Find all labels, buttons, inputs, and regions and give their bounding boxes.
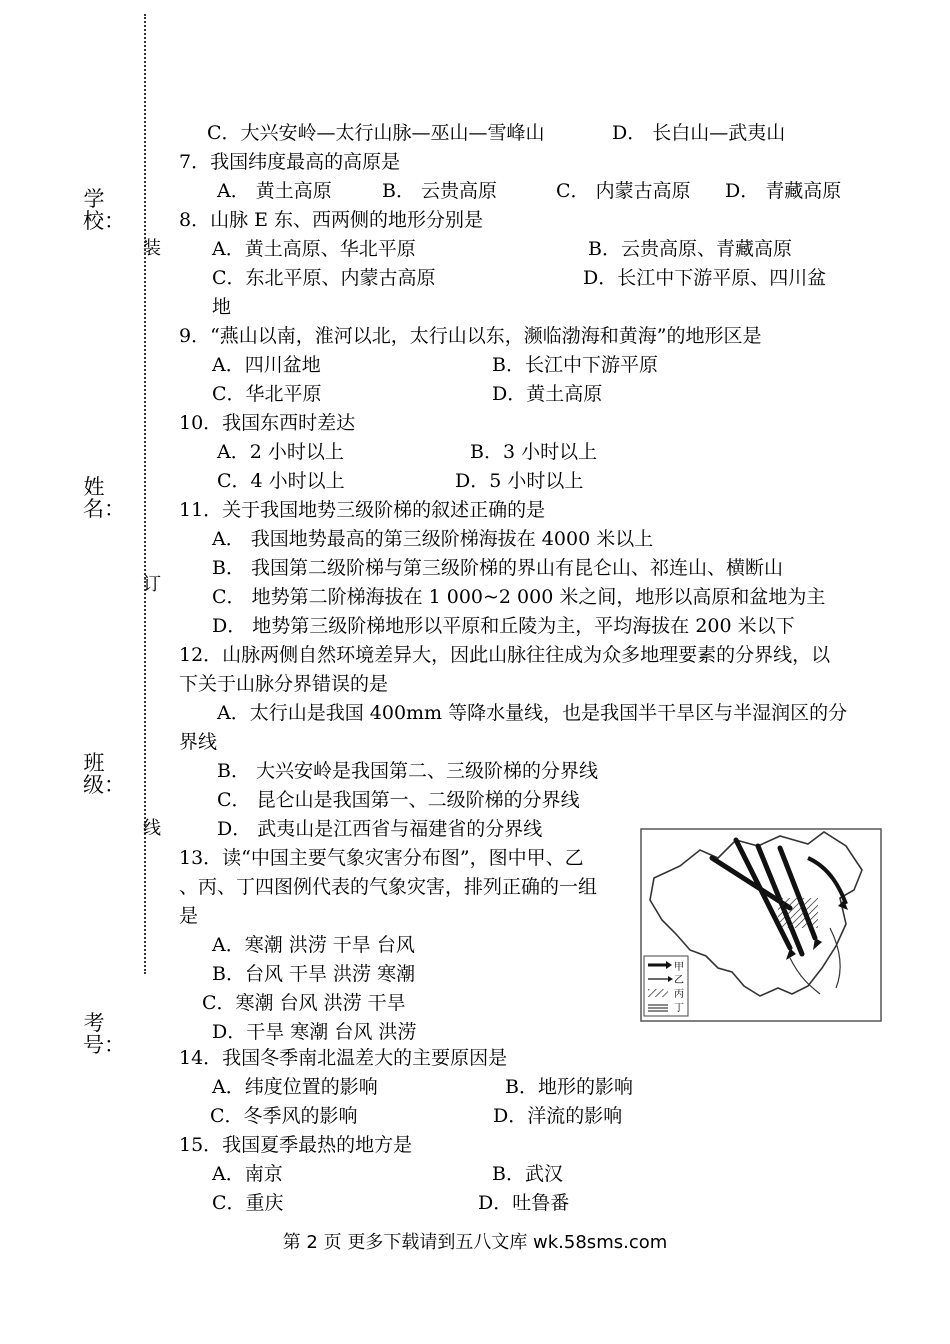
q9-option-b: B．长江中下游平原 bbox=[492, 354, 658, 376]
page-footer: 第 2 页 更多下载请到五八文库 wk.58sms.com bbox=[282, 1232, 668, 1253]
q10-option-a: A．2 小时以上 bbox=[217, 441, 344, 463]
q11-option-c: C． 地势第二阶梯海拔在 1 000~2 000 米之间，地形以高原和盆地为主 bbox=[212, 586, 826, 608]
q13-stem-line2: 、丙、丁四图例代表的气象灾害，排列正确的一组 bbox=[179, 876, 598, 898]
q13-option-d: D．干旱 寒潮 台风 洪涝 bbox=[212, 1021, 417, 1043]
q6-option-c: C．大兴安岭—太行山脉—巫山—雪峰山 bbox=[207, 122, 545, 144]
q15-option-d: D．吐鲁番 bbox=[478, 1192, 570, 1214]
q13-option-b: B．台风 干旱 洪涝 寒潮 bbox=[212, 963, 416, 985]
q12-stem-line2: 下关于山脉分界错误的是 bbox=[179, 673, 389, 695]
legend-label-bing: 丙 bbox=[674, 989, 684, 1000]
q9-option-c: C．华北平原 bbox=[212, 383, 322, 405]
q7-option-b: B． 云贵高原 bbox=[382, 180, 498, 202]
exam-number-label: 考号： bbox=[83, 1011, 125, 1057]
q6-option-d: D． 长白山—武夷山 bbox=[612, 122, 786, 144]
q15-option-b: B．武汉 bbox=[492, 1163, 563, 1185]
q7-option-a: A． 黄土高原 bbox=[217, 180, 332, 202]
q10-stem: 10．我国东西时差达 bbox=[179, 412, 356, 434]
q12-option-a-line1: A．太行山是我国 400mm 等降水量线，也是我国半干旱区与半湿润区的分 bbox=[217, 702, 848, 724]
legend-label-ding: 丁 bbox=[674, 1003, 684, 1014]
q11-option-a: A． 我国地势最高的第三级阶梯海拔在 4000 米以上 bbox=[212, 528, 654, 550]
q7-option-c: C． 内蒙古高原 bbox=[556, 180, 691, 202]
q8-option-c: C．东北平原、内蒙古高原 bbox=[212, 267, 436, 289]
q9-option-a: A．四川盆地 bbox=[212, 354, 321, 376]
binding-mark-ding: 订 bbox=[143, 574, 161, 595]
q14-option-a: A．纬度位置的影响 bbox=[212, 1076, 378, 1098]
q12-option-d: D． 武夷山是江西省与福建省的分界线 bbox=[217, 818, 543, 840]
q8-option-a: A．黄土高原、华北平原 bbox=[212, 238, 416, 260]
binding-mark-zhuang: 装 bbox=[143, 238, 161, 259]
q15-stem: 15．我国夏季最热的地方是 bbox=[179, 1134, 413, 1156]
q12-option-a-line2: 界线 bbox=[179, 731, 218, 753]
q10-option-d: D．5 小时以上 bbox=[455, 470, 584, 492]
legend-label-jia: 甲 bbox=[674, 962, 684, 973]
school-label: 学校： bbox=[83, 187, 125, 233]
binding-mark-xian: 线 bbox=[143, 818, 161, 839]
q12-stem-line1: 12．山脉两侧自然环境差异大，因此山脉往往成为众多地理要素的分界线，以 bbox=[179, 644, 831, 666]
q15-option-c: C．重庆 bbox=[212, 1192, 284, 1214]
q11-option-b: B． 我国第二级阶梯与第三级阶梯的界山有昆仑山、祁连山、横断山 bbox=[212, 557, 784, 579]
q14-stem: 14．我国冬季南北温差大的主要原因是 bbox=[179, 1047, 508, 1069]
q8-option-d-cont: 地 bbox=[212, 296, 232, 318]
q9-stem: 9．“燕山以南，淮河以北，太行山以东，濒临渤海和黄海”的地形区是 bbox=[179, 325, 762, 347]
q15-option-a: A．南京 bbox=[212, 1163, 283, 1185]
q7-stem: 7．我国纬度最高的高原是 bbox=[179, 151, 401, 173]
q13-stem-line1: 13．读“中国主要气象灾害分布图”，图中甲、乙 bbox=[179, 847, 584, 869]
q14-option-b: B．地形的影响 bbox=[505, 1076, 633, 1098]
name-label: 姓名： bbox=[83, 475, 125, 521]
q14-option-c: C．冬季风的影响 bbox=[210, 1105, 358, 1127]
class-label: 班级： bbox=[83, 751, 125, 797]
q10-option-b: B．3 小时以上 bbox=[470, 441, 598, 463]
q11-stem: 11．关于我国地势三级阶梯的叙述正确的是 bbox=[179, 499, 546, 521]
q11-option-d: D． 地势第三级阶梯地形以平原和丘陵为主，平均海拔在 200 米以下 bbox=[212, 615, 795, 637]
q9-option-d: D．黄土高原 bbox=[492, 383, 603, 405]
q7-option-d: D． 青藏高原 bbox=[725, 180, 842, 202]
legend-label-yi: 乙 bbox=[674, 975, 684, 986]
q8-option-d: D．长江中下游平原、四川盆 bbox=[583, 267, 827, 289]
q8-stem: 8．山脉 E 东、西两侧的地形分别是 bbox=[179, 209, 484, 231]
q12-option-b: B． 大兴安岭是我国第二、三级阶梯的分界线 bbox=[217, 760, 599, 782]
q14-option-d: D．洋流的影响 bbox=[493, 1105, 623, 1127]
q13-option-a: A．寒潮 洪涝 干旱 台风 bbox=[212, 934, 415, 956]
weather-hazard-map bbox=[640, 828, 882, 1022]
q12-option-c: C． 昆仑山是我国第一、二级阶梯的分界线 bbox=[217, 789, 580, 811]
q13-stem-line3: 是 bbox=[179, 905, 199, 927]
q10-option-c: C．4 小时以上 bbox=[217, 470, 345, 492]
q8-option-b: B．云贵高原、青藏高原 bbox=[588, 238, 792, 260]
q13-option-c: C．寒潮 台风 洪涝 干旱 bbox=[202, 992, 406, 1014]
